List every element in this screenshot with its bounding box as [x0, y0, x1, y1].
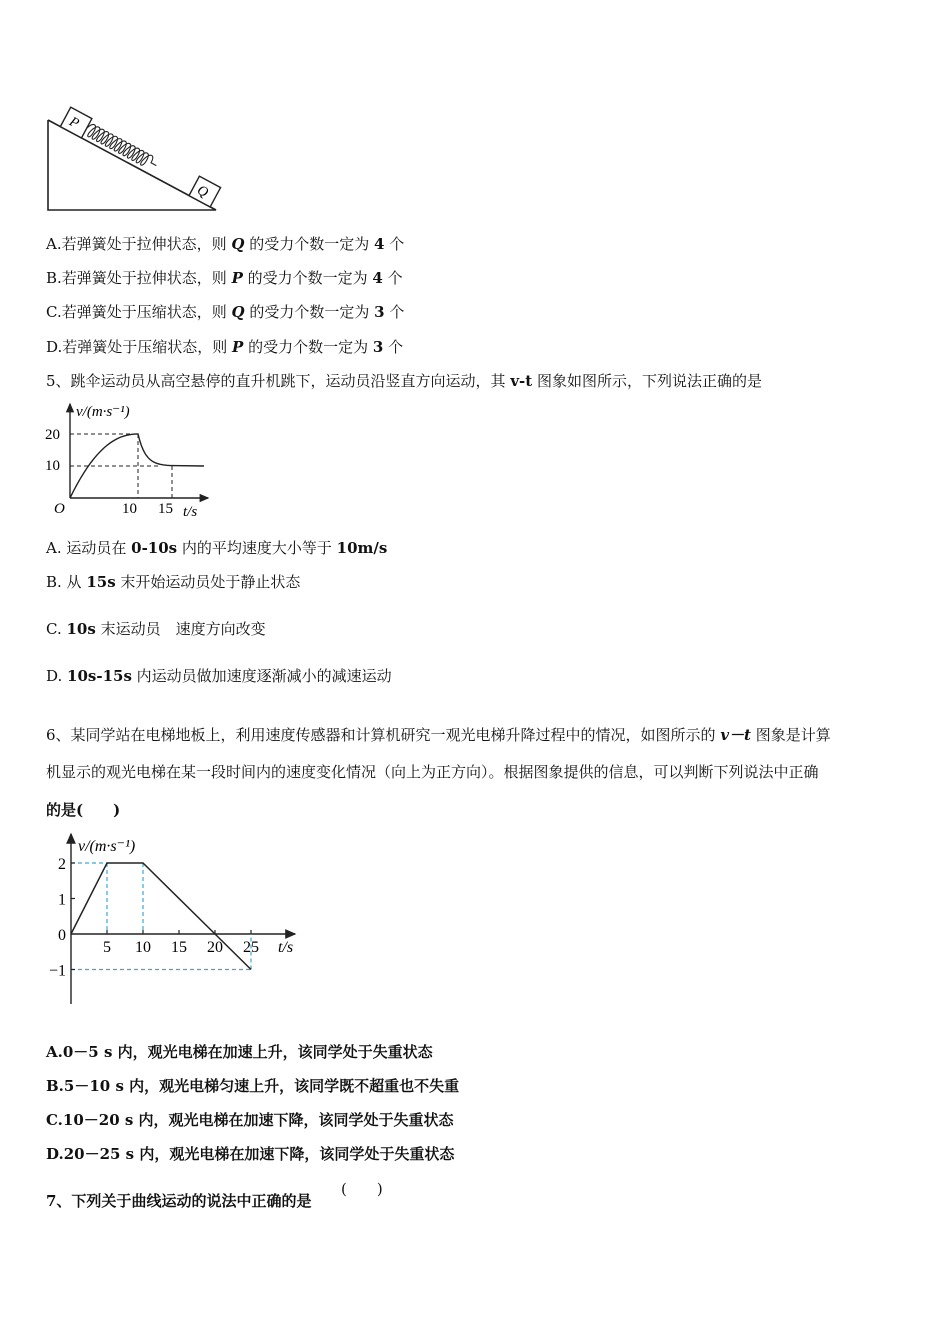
q6-x-tick-20: 20: [207, 939, 223, 956]
q7-stem: 7、下列关于曲线运动的说法中正确的是: [46, 1192, 312, 1210]
q6-y-tick-3: −1: [48, 962, 66, 980]
q5-y-tick-10: 10: [45, 458, 60, 474]
q6-x-label: t/s: [278, 939, 294, 956]
q6-stem-line3: 的是( ): [46, 801, 121, 819]
q6-vt-chart: [40, 828, 305, 1008]
q5-x-tick-15: 15: [158, 501, 173, 517]
q6-x-tick-5: 5: [103, 939, 111, 956]
q5-option-c: C. 10s 末运动员 速度方向改变: [46, 620, 266, 638]
q4-option-b: B.若弹簧处于拉伸状态，则 P 的受力个数一定为 4 个: [46, 269, 403, 287]
q4-option-c: C.若弹簧处于压缩状态，则 Q 的受力个数一定为 3 个: [46, 303, 405, 321]
q6-x-tick-25: 25: [243, 939, 259, 956]
q5-stem: 5、跳伞运动员从高空悬停的直升机跳下，运动员沿竖直方向运动，其 v-t 图象如图所示，下列说法正确的是: [46, 372, 762, 390]
q6-y-tick-1: 1: [58, 891, 66, 909]
q6-stem-line2: 机显示的观光电梯在某一段时间内的速度变化情况（向上为正方向）。根据图象提供的信息，可以判断下列说法中正确: [46, 763, 819, 781]
q6-y-tick-2: 0: [58, 927, 66, 944]
q7-paren: ( ): [341, 1180, 383, 1198]
q5-option-a: A. 运动员在 0-10s 内的平均速度大小等于 10m/s: [46, 539, 388, 557]
q6-y-tick-0: 2: [58, 856, 66, 873]
incline-figure: [40, 100, 220, 215]
q5-option-d: D. 10s-15s 内运动员做加速度逐渐减小的减速运动: [46, 667, 392, 685]
q6-option-a: A.0－5 s 内，观光电梯在加速上升，该同学处于失重状态: [46, 1043, 433, 1061]
q6-y-label: v/(m·s⁻¹): [78, 838, 136, 855]
q6-x-tick-15: 15: [171, 939, 187, 956]
block-q-label: Q: [194, 182, 211, 201]
block-p-label: P: [66, 114, 82, 132]
q6-option-b: B.5－10 s 内，观光电梯匀速上升，该同学既不超重也不失重: [46, 1077, 460, 1095]
q5-x-tick-10: 10: [122, 501, 137, 517]
q4-option-a: A.若弹簧处于拉伸状态，则 Q 的受力个数一定为 4 个: [46, 235, 405, 253]
q6-stem-line1: 6、某同学站在电梯地板上，利用速度传感器和计算机研究一观光电梯升降过程中的情况，如图所示的 v－t 图象是计算: [46, 726, 831, 744]
q4-option-d: D.若弹簧处于压缩状态，则 P 的受力个数一定为 3 个: [46, 338, 404, 356]
q5-x-label: t/s: [183, 504, 198, 520]
q5-y-label: v/(m·s⁻¹): [76, 404, 130, 420]
q6-vt-line: [71, 863, 251, 970]
spring: [83, 122, 159, 171]
q6-x-tick-10: 10: [135, 939, 151, 956]
q5-option-b: B. 从 15s 末开始运动员处于静止状态: [46, 573, 301, 591]
q6-option-c: C.10－20 s 内，观光电梯在加速下降，该同学处于失重状态: [46, 1111, 454, 1129]
q5-origin-label: O: [54, 501, 65, 517]
q5-y-tick-20: 20: [45, 427, 60, 443]
q6-option-d: D.20－25 s 内，观光电梯在加速下降，该同学处于失重状态: [46, 1145, 455, 1163]
q5-vt-chart: [40, 398, 215, 523]
